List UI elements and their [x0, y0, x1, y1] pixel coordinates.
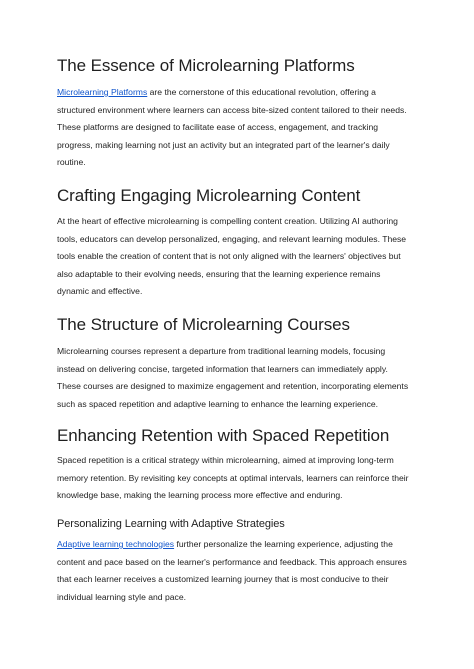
paragraph-line: At the heart of effective microlearning is compelling content creation. Utilizing AI authoring	[57, 216, 398, 226]
paragraph-crafting	[57, 213, 417, 301]
paragraph-line: knowledge base, making the learning process more effective and enduring.	[57, 490, 343, 501]
paragraph-spaced-repetition	[57, 452, 417, 505]
paragraph-line: content and pace based on the learner's performance and feedback. This approach ensures	[57, 556, 407, 567]
paragraph-line: individual learning style and pace.	[57, 591, 186, 602]
link-adaptive-learning-technologies[interactable]: Adaptive learning technologies	[57, 539, 175, 549]
heading-essence: The Essence of Microlearning Platforms	[57, 56, 355, 75]
paragraph-line: These courses are designed to maximize engagement and retention, incorporating elements	[57, 381, 409, 392]
link-microlearning-platforms[interactable]: Microlearning Platforms	[57, 87, 148, 97]
text-run: further personalize the learning experience, adjusting the	[174, 539, 393, 549]
paragraph-line: These platforms are designed to facilitate ease of access, engagement, and tracking	[57, 122, 379, 133]
paragraph-line: Microlearning courses represent a departure from traditional learning models, focusing	[57, 346, 386, 356]
paragraph-line: that each learner receives a customized learning journey that is most conducive to their	[57, 574, 389, 585]
paragraph-line	[57, 84, 417, 102]
paragraph-line: tools, educators can develop personalized, engaging, and relevant learning modules. These	[57, 233, 407, 244]
paragraph-line: also adaptable to their evolving needs, ensuring that the learning experience remains	[57, 268, 381, 279]
paragraph-line: Spaced repetition is a critical strategy within microlearning, aimed at improving long-term	[57, 455, 394, 465]
paragraph-line: such as spaced repetition and adaptive learning to enhance the learning experience.	[57, 398, 379, 409]
paragraph-line: structured environment where learners can access bite-sized content tailored to their needs.	[57, 104, 407, 115]
paragraph-line: routine.	[57, 157, 86, 168]
paragraph-line: progress, making learning not just an activity but an integrated part of the learner's daily	[57, 139, 390, 150]
paragraph-line: memory retention. By revisiting key concepts at optimal intervals, learners can reinforce their	[57, 472, 409, 483]
paragraph-essence	[57, 84, 417, 172]
heading-adaptive: Personalizing Learning with Adaptive Strategies	[57, 518, 285, 530]
paragraph-adaptive	[57, 536, 417, 606]
paragraph-line: instead on delivering concise, targeted information that learners can immediately apply.	[57, 363, 388, 374]
paragraph-line: dynamic and effective.	[57, 286, 143, 297]
paragraph-line	[57, 536, 417, 554]
paragraph-line: tools enable the creation of content that is not only aligned with the learners' objectives but	[57, 251, 401, 262]
heading-crafting: Crafting Engaging Microlearning Content	[57, 186, 361, 205]
heading-structure: The Structure of Microlearning Courses	[57, 315, 350, 334]
paragraph-structure	[57, 343, 417, 413]
heading-spaced-repetition: Enhancing Retention with Spaced Repetition	[57, 426, 390, 445]
text-run: are the cornerstone of this educational revolution, offering a	[147, 87, 376, 97]
